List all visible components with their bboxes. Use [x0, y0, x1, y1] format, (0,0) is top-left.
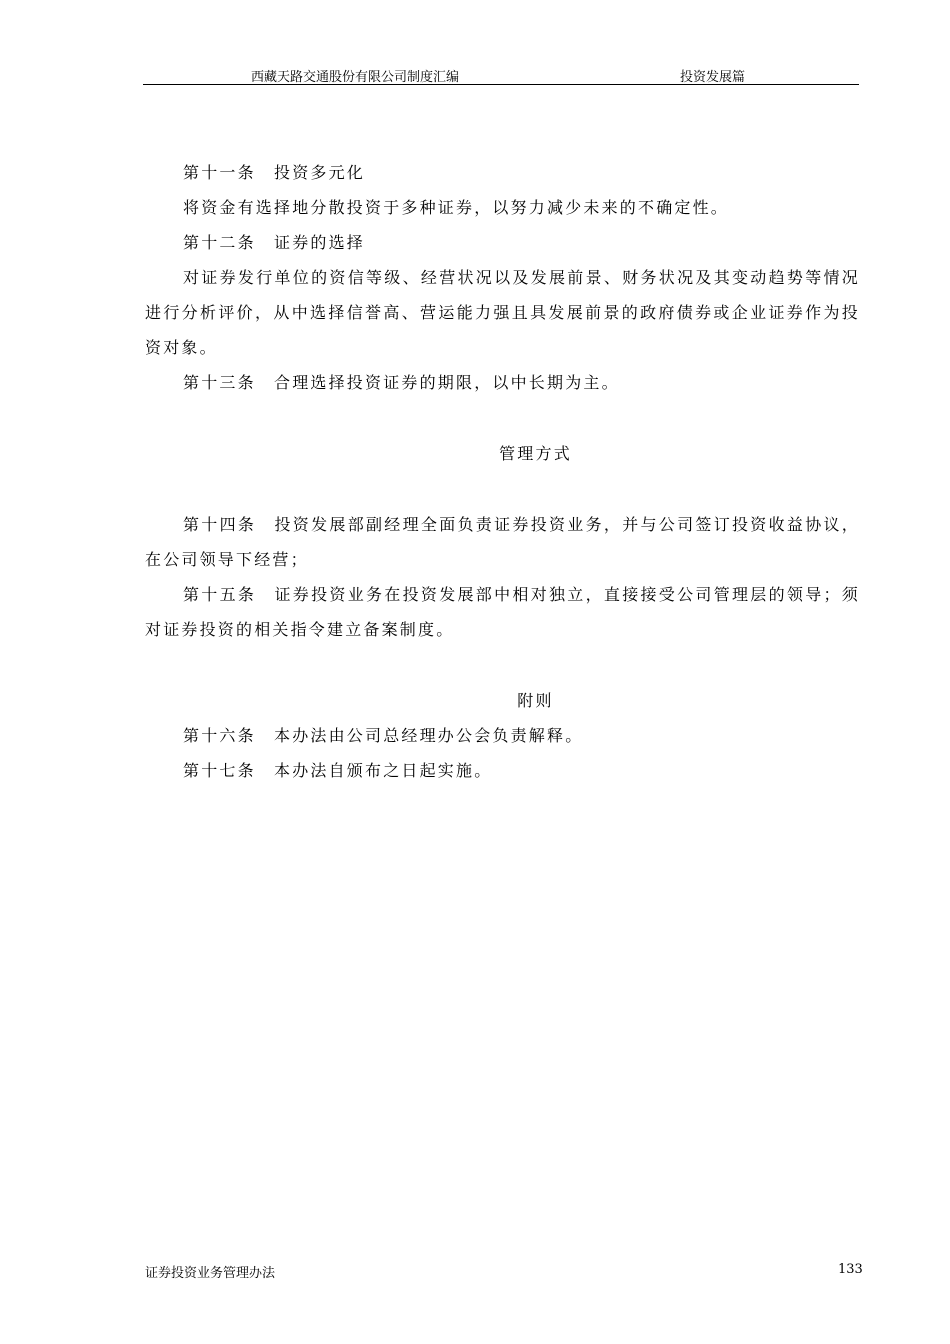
section-heading-appendix: 附则: [517, 691, 554, 710]
page-header: [143, 64, 859, 85]
footer-document-title: 证券投资业务管理办法: [145, 1266, 276, 1281]
spacer: [145, 471, 860, 507]
article-13-text: 第十三条 合理选择投资证券的期限，以中长期为主。: [183, 373, 620, 392]
document-body: [145, 155, 860, 788]
article-12-title: 第十二条 证券的选择: [183, 233, 366, 252]
section-heading-management: 管理方式: [499, 444, 572, 463]
article-15-text: 第十五条 证券投资业务在投资发展部中相对独立，直接接受公司管理层的领导；须对证券投资的相关指令建立备案制度。: [145, 585, 860, 639]
article-11-title: 第十一条 投资多元化: [183, 163, 366, 182]
article-16-text: 第十六条 本办法由公司总经理办公会负责解释。: [183, 726, 584, 745]
article-17-text: 第十七条 本办法自颁布之日起实施。: [183, 761, 493, 780]
article-11-text: 将资金有选择地分散投资于多种证券，以努力减少未来的不确定性。: [183, 198, 730, 217]
footer-page-number: 133: [838, 1262, 863, 1277]
article-12-text: 对证券发行单位的资信等级、经营状况以及发展前景、财务状况及其变动趋势等情况进行分析评价，从中选择信誉高、营运能力强且具发展前景的政府债券或企业证券作为投资对象。: [145, 268, 860, 357]
spacer: [145, 647, 860, 683]
article-14-text: 第十四条 投资发展部副经理全面负责证券投资业务，并与公司签订投资收益协议，在公司领导下经营；: [145, 515, 860, 569]
header-company-title: 西藏天路交通股份有限公司制度汇编: [251, 70, 460, 85]
header-section-title: 投资发展篇: [680, 70, 746, 85]
spacer: [145, 400, 860, 436]
